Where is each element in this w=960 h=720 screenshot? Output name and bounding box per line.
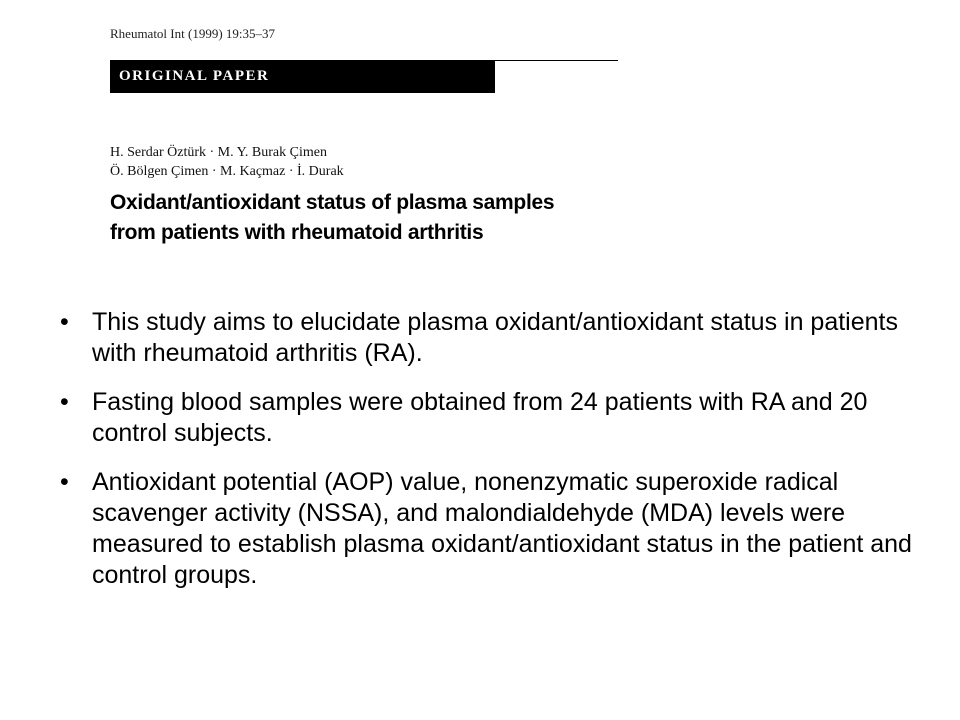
paper-title-line: from patients with rheumatoid arthritis — [110, 221, 484, 244]
bullet-marker: • — [60, 308, 69, 336]
paper-title-line: Oxidant/antioxidant status of plasma samples — [110, 191, 555, 214]
bullet-item — [60, 387, 920, 449]
author-line: H. Serdar Öztürk · M. Y. Burak Çimen — [110, 145, 327, 160]
journal-citation: Rheumatol Int (1999) 19:35–37 — [110, 26, 276, 41]
bullet-list — [60, 307, 920, 609]
bullet-marker: • — [60, 468, 69, 496]
bullet-text: Fasting blood samples were obtained from 24 patients with RA and 20 control subjects. — [92, 388, 868, 447]
author-list — [110, 143, 344, 181]
author-line: Ö. Bölgen Çimen · M. Kaçmaz · İ. Durak — [110, 164, 344, 179]
bullet-item — [60, 467, 920, 591]
bullet-marker: • — [60, 388, 69, 416]
bullet-text: This study aims to elucidate plasma oxidant/antioxidant status in patients with rheumatoid arthritis (RA). — [92, 308, 898, 367]
paper-header-image — [104, 20, 624, 260]
section-banner: ORIGINAL PAPER — [110, 60, 495, 93]
paper-title — [110, 188, 554, 248]
bullet-text: Antioxidant potential (AOP) value, nonenzymatic superoxide radical scavenger activity (NSSA), and malondialdehyde (MDA) levels were measured to establish plasma oxidant/antioxidant status in the patient and control groups. — [92, 468, 912, 589]
bullet-item — [60, 307, 920, 369]
